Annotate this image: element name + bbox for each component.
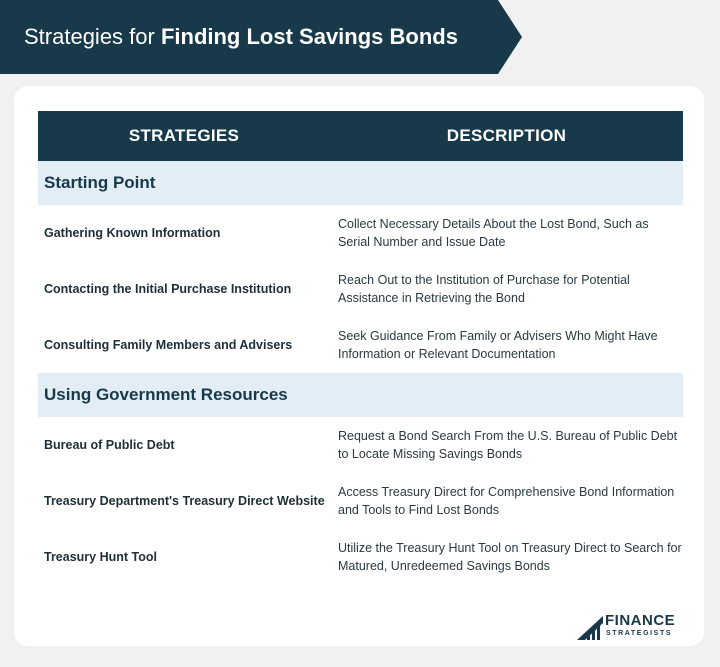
strategy-name: Consulting Family Members and Advisers (44, 338, 293, 352)
page-title-prefix: Strategies for (24, 24, 161, 49)
logo-text-strategists: STRATEGISTS (606, 630, 673, 637)
table-row (38, 205, 683, 261)
strategy-name: Contacting the Initial Purchase Institution (44, 282, 292, 296)
strategy-description: Request a Bond Search From the U.S. Bureau of Public Debt to Locate Missing Savings Bonds (338, 429, 678, 461)
strategy-name: Bureau of Public Debt (44, 438, 175, 452)
table-header (38, 111, 683, 161)
page-title (24, 0, 458, 74)
finance-strategists-logo-icon (577, 614, 603, 640)
strategy-description: Seek Guidance From Family or Advisers Who Might Have Information or Relevant Documentation (338, 329, 658, 361)
strategy-description: Collect Necessary Details About the Lost Bond, Such as Serial Number and Issue Date (338, 217, 649, 249)
section-header-government-resources: Using Government Resources (38, 373, 683, 417)
logo-text-finance: FINANCE (605, 612, 676, 629)
strategy-name: Treasury Department's Treasury Direct Website (44, 494, 325, 508)
table-row (38, 417, 683, 473)
strategy-name: Treasury Hunt Tool (44, 550, 157, 564)
section-header-starting-point: Starting Point (38, 161, 683, 205)
strategy-name: Gathering Known Information (44, 226, 221, 240)
finance-strategists-logo (577, 612, 687, 642)
table-row (38, 261, 683, 317)
table-row (38, 317, 683, 373)
strategy-description: Reach Out to the Institution of Purchase for Potential Assistance in Retrieving the Bond (338, 273, 630, 305)
page-title-bold: Finding Lost Savings Bonds (160, 24, 458, 49)
column-header-description: DESCRIPTION (446, 126, 567, 145)
strategy-description: Access Treasury Direct for Comprehensive Bond Information and Tools to Find Lost Bonds (338, 485, 675, 517)
table-row (38, 529, 683, 585)
column-header-strategies: STRATEGIES (128, 126, 240, 145)
table-row (38, 473, 683, 529)
title-banner (0, 0, 522, 74)
strategies-table (38, 111, 683, 585)
strategy-description: Utilize the Treasury Hunt Tool on Treasury Direct to Search for Matured, Unredeemed Savings Bonds (338, 541, 682, 573)
